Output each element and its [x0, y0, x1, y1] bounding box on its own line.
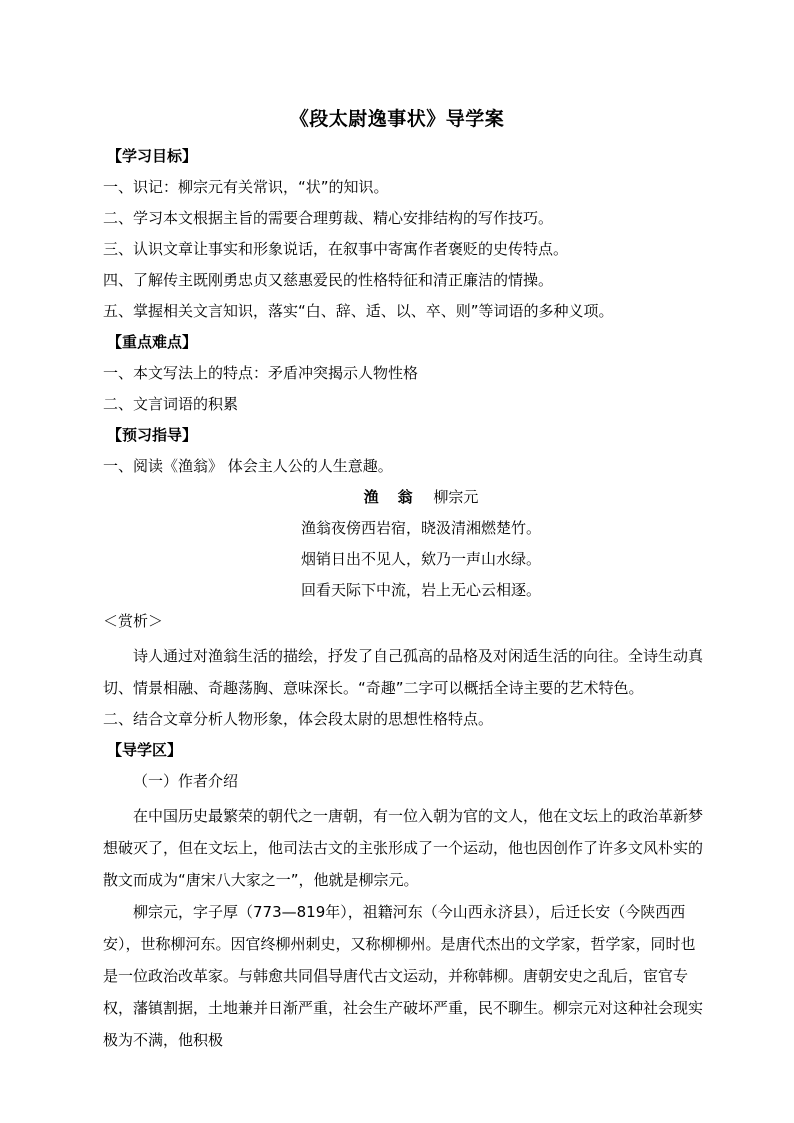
section-heading-focus: 【重点难点】 [107, 333, 198, 351]
page-title: 《段太尉逸事状》导学案 [289, 108, 505, 130]
preview-item-2: 二、结合文章分析人物形象，体会段太尉的思想性格特点。 [103, 710, 494, 728]
poem-header [103, 485, 703, 516]
author-intro-paragraph: 在中国历史最繁荣的朝代之一唐朝，有一位入朝为官的文人，他在文坛上的政治革新梦想破灭了，但在文坛上，他司法古文的主张形成了一个运动，他也因创作了许多文风朴实的散文而成为“唐宋八大家之一”，他就是柳宗元。 [103, 807, 704, 889]
poem-title: 渔 翁 [363, 488, 415, 506]
section-heading-guide: 【导学区】 [107, 741, 183, 759]
focus-item: 一、本文写法上的特点：矛盾冲突揭示人物性格 [103, 364, 419, 382]
author-bio-paragraph: 柳宗元，字子厚（773—819年），祖籍河东（今山西永济县），后迁长安（今陕西西安），世称柳河东。因官终柳州刺史，又称柳柳州。是唐代杰出的文学家，哲学家，同时也是一位政治改革家。与韩愈共同倡导唐代古文运动，并称韩柳。唐朝安史之乱后，宦官专权，藩镇割据，土地兼并日渐严重，社会生产破坏严重，民不聊生。柳宗元对这种社会现实极为不满，他积极 [103, 903, 704, 1049]
section-heading-goals: 【学习目标】 [107, 147, 198, 165]
appreciation-text: 诗人通过对渔翁生活的描绘，抒发了自己孤高的品格及对闲适生活的向往。全诗生动真切、情景相融、奇趣荡胸、意味深长。“奇趣”二字可以概括全诗主要的艺术特色。 [103, 647, 704, 697]
poem-author: 柳宗元 [433, 488, 479, 506]
poem-line: 渔翁夜傍西岩宿，晓汲清湘燃楚竹。 [300, 519, 541, 537]
poem-line: 回看天际下中流，岩上无心云相逐。 [300, 581, 541, 599]
appreciation-label: ＜赏析＞ [103, 612, 164, 630]
goal-item: 四、了解传主既刚勇忠贞又慈惠爱民的性格特征和清正廉洁的情操。 [103, 271, 554, 289]
goal-item: 五、掌握相关文言知识，落实“白、辞、适、以、卒、则”等词语的多种义项。 [103, 302, 614, 320]
goal-item: 一、识记：柳宗元有关常识，“状”的知识。 [103, 178, 389, 196]
preview-item-1: 一、阅读《渔翁》 体会主人公的人生意趣。 [103, 457, 393, 475]
poem-line: 烟销日出不见人，欸乃一声山水绿。 [300, 550, 541, 568]
guide-subheading: （一）作者介绍 [133, 772, 239, 790]
focus-item: 二、文言词语的积累 [103, 395, 239, 413]
section-heading-preview: 【预习指导】 [107, 426, 198, 444]
document-body [103, 144, 703, 1056]
goal-item: 三、认识文章让事实和形象说话，在叙事中寄寓作者褒贬的史传特点。 [103, 240, 569, 258]
goal-item: 二、学习本文根据主旨的需要合理剪裁、精心安排结构的写作技巧。 [103, 209, 554, 227]
